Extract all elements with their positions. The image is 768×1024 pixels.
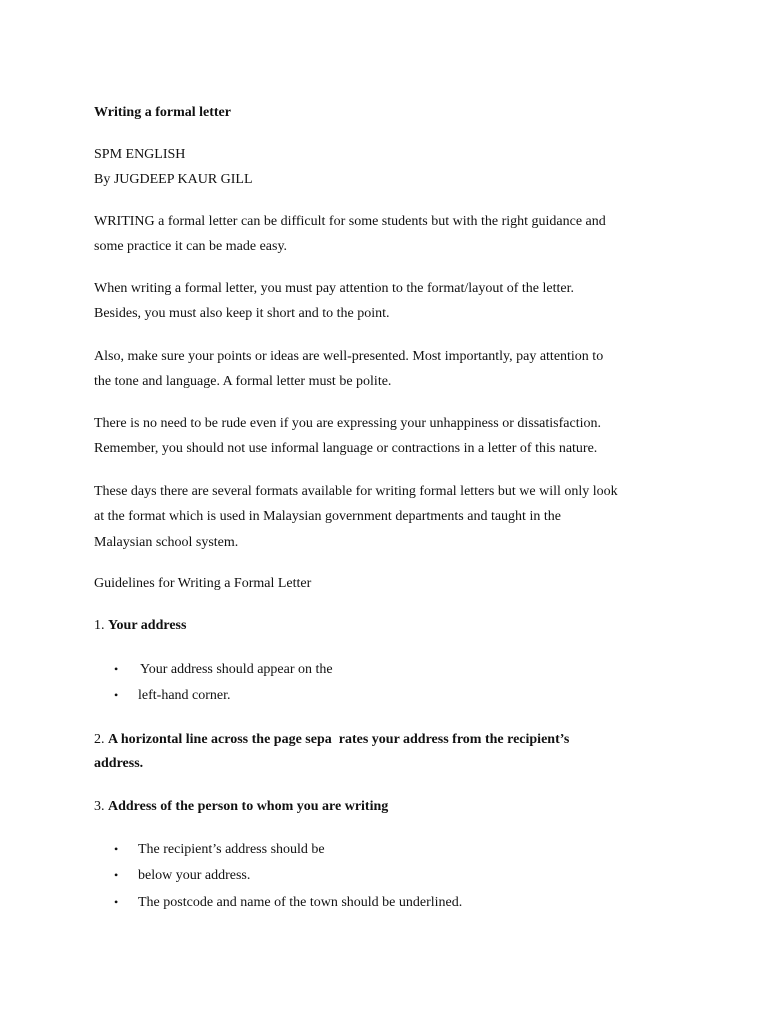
byline: By JUGDEEP KAUR GILL [94, 172, 253, 187]
bullet-icon: • [114, 662, 119, 676]
section-number: 2. [94, 732, 105, 747]
section-2-heading [94, 731, 569, 748]
section-number: 1. [94, 618, 105, 633]
section-number: 3. [94, 799, 105, 814]
section-title: A horizontal line across the page sepa rates your address from the recipient’s [108, 732, 570, 747]
subject-line: SPM ENGLISH [94, 147, 186, 162]
document-title: Writing a formal letter [94, 105, 231, 120]
bullet-icon: • [114, 895, 119, 909]
bullet-icon: • [114, 688, 119, 702]
bullet-icon: • [114, 842, 119, 856]
section-1-heading [94, 617, 186, 634]
section-3-heading [94, 798, 388, 815]
section-2-heading-continued: address. [94, 756, 144, 771]
bullet-icon: • [114, 868, 119, 882]
section-title: Your address [108, 618, 187, 633]
guidelines-heading: Guidelines for Writing a Formal Letter [94, 576, 312, 591]
section-title: Address of the person to whom you are writing [108, 799, 389, 814]
